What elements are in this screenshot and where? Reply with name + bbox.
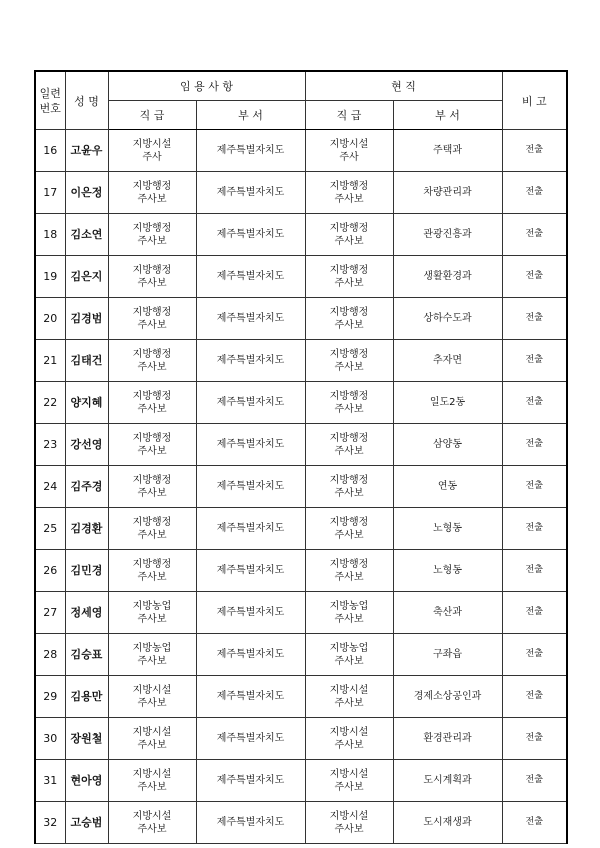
header-current-dept: 부 서 xyxy=(393,101,502,130)
serial-number: 30 xyxy=(35,718,65,760)
appointment-grade xyxy=(108,508,196,550)
header-appointment-grade: 직 급 xyxy=(108,101,196,130)
appointment-dept: 제주특별자치도 xyxy=(196,760,305,802)
serial-number: 16 xyxy=(35,130,65,172)
person-name: 고승범 xyxy=(65,802,108,844)
appointment-grade xyxy=(108,550,196,592)
current-grade xyxy=(305,382,393,424)
serial-number: 17 xyxy=(35,172,65,214)
person-name: 김승표 xyxy=(65,634,108,676)
appointment-grade xyxy=(108,130,196,172)
appointment-dept: 제주특별자치도 xyxy=(196,340,305,382)
appointment-grade xyxy=(108,298,196,340)
table-row xyxy=(35,508,567,550)
current-grade-line: 주사보 xyxy=(334,277,364,289)
appointment-dept: 제주특별자치도 xyxy=(196,256,305,298)
current-grade xyxy=(305,298,393,340)
appointment-dept: 제주특별자치도 xyxy=(196,550,305,592)
appointment-grade-line: 지방행정 xyxy=(132,222,172,234)
serial-number: 31 xyxy=(35,760,65,802)
appointment-grade-line: 지방농업 xyxy=(132,642,172,654)
appointment-grade-line: 지방행정 xyxy=(132,474,172,486)
appointment-grade xyxy=(108,760,196,802)
remark: 전출 xyxy=(502,424,567,466)
appointment-grade-line: 주사 xyxy=(142,151,162,163)
current-grade-line: 주사보 xyxy=(334,193,364,205)
table-row xyxy=(35,718,567,760)
person-name: 김민경 xyxy=(65,550,108,592)
appointment-grade-line: 지방행정 xyxy=(132,306,172,318)
current-dept: 환경관리과 xyxy=(393,718,502,760)
appointment-grade xyxy=(108,340,196,382)
current-grade xyxy=(305,634,393,676)
remark: 전출 xyxy=(502,214,567,256)
current-grade-line: 주사보 xyxy=(334,445,364,457)
current-dept: 경제소상공인과 xyxy=(393,676,502,718)
serial-number: 28 xyxy=(35,634,65,676)
serial-number: 19 xyxy=(35,256,65,298)
serial-number: 26 xyxy=(35,550,65,592)
current-grade-line: 지방행정 xyxy=(329,348,369,360)
remark: 전출 xyxy=(502,718,567,760)
appointment-grade-line: 주사보 xyxy=(137,235,167,247)
current-grade xyxy=(305,214,393,256)
current-grade-line: 지방행정 xyxy=(329,474,369,486)
current-grade-line: 주사보 xyxy=(334,361,364,373)
appointment-grade-line: 지방행정 xyxy=(132,348,172,360)
person-name: 장원철 xyxy=(65,718,108,760)
appointment-grade-line: 지방시설 xyxy=(132,810,172,822)
table-row xyxy=(35,760,567,802)
current-dept: 연동 xyxy=(393,466,502,508)
current-grade xyxy=(305,718,393,760)
remark: 전출 xyxy=(502,340,567,382)
appointment-grade xyxy=(108,634,196,676)
serial-number: 25 xyxy=(35,508,65,550)
person-name: 고윤우 xyxy=(65,130,108,172)
serial-number: 29 xyxy=(35,676,65,718)
appointment-grade-line: 지방행정 xyxy=(132,432,172,444)
appointment-grade-line: 주사보 xyxy=(137,655,167,667)
current-grade xyxy=(305,172,393,214)
current-dept: 노형동 xyxy=(393,550,502,592)
table-row xyxy=(35,382,567,424)
current-dept: 노형동 xyxy=(393,508,502,550)
person-name: 김은지 xyxy=(65,256,108,298)
current-grade-line: 지방시설 xyxy=(329,138,369,150)
current-grade-line: 주사보 xyxy=(334,571,364,583)
appointment-grade-line: 지방행정 xyxy=(132,516,172,528)
appointment-grade-line: 지방행정 xyxy=(132,264,172,276)
current-grade-line: 주사보 xyxy=(334,529,364,541)
appointment-grade-line: 주사보 xyxy=(137,445,167,457)
appointment-grade-line: 주사보 xyxy=(137,823,167,835)
person-name: 이은정 xyxy=(65,172,108,214)
remark: 전출 xyxy=(502,172,567,214)
current-dept: 생활환경과 xyxy=(393,256,502,298)
current-dept: 도시계획과 xyxy=(393,760,502,802)
table-row xyxy=(35,424,567,466)
current-dept: 주택과 xyxy=(393,130,502,172)
header-appointment-dept: 부 서 xyxy=(196,101,305,130)
appointment-grade-line: 주사보 xyxy=(137,319,167,331)
table-row xyxy=(35,676,567,718)
current-grade-line: 주사보 xyxy=(334,739,364,751)
appointment-grade xyxy=(108,172,196,214)
appointment-grade-line: 주사보 xyxy=(137,277,167,289)
appointment-grade-line: 주사보 xyxy=(137,613,167,625)
current-grade-line: 지방행정 xyxy=(329,264,369,276)
serial-number: 20 xyxy=(35,298,65,340)
person-name: 양지혜 xyxy=(65,382,108,424)
current-grade-line: 지방행정 xyxy=(329,306,369,318)
appointment-dept: 제주특별자치도 xyxy=(196,172,305,214)
appointment-grade-line: 주사보 xyxy=(137,487,167,499)
appointment-grade xyxy=(108,802,196,844)
appointment-dept: 제주특별자치도 xyxy=(196,466,305,508)
current-grade-line: 주사보 xyxy=(334,403,364,415)
appointment-grade-line: 지방행정 xyxy=(132,558,172,570)
current-grade-line: 주사보 xyxy=(334,319,364,331)
appointment-dept: 제주특별자치도 xyxy=(196,676,305,718)
current-grade xyxy=(305,466,393,508)
current-dept: 일도2동 xyxy=(393,382,502,424)
person-name: 김경범 xyxy=(65,298,108,340)
appointment-grade-line: 주사보 xyxy=(137,361,167,373)
serial-number: 21 xyxy=(35,340,65,382)
appointment-dept: 제주특별자치도 xyxy=(196,424,305,466)
appointment-grade xyxy=(108,382,196,424)
current-grade-line: 지방행정 xyxy=(329,432,369,444)
remark: 전출 xyxy=(502,634,567,676)
current-dept: 관광진흥과 xyxy=(393,214,502,256)
appointment-grade-line: 주사보 xyxy=(137,193,167,205)
current-grade-line: 지방농업 xyxy=(329,642,369,654)
table-row xyxy=(35,802,567,844)
appointment-grade xyxy=(108,256,196,298)
current-grade-line: 지방시설 xyxy=(329,684,369,696)
appointment-grade-line: 주사보 xyxy=(137,697,167,709)
appointment-grade-line: 주사보 xyxy=(137,529,167,541)
header-current-position: 현 직 xyxy=(305,71,502,101)
appointment-dept: 제주특별자치도 xyxy=(196,382,305,424)
appointment-dept: 제주특별자치도 xyxy=(196,802,305,844)
appointment-grade xyxy=(108,718,196,760)
appointment-dept: 제주특별자치도 xyxy=(196,214,305,256)
remark: 전출 xyxy=(502,676,567,718)
header-serial-label: 일련 번호 xyxy=(39,86,61,115)
appointment-grade xyxy=(108,592,196,634)
person-name: 강선영 xyxy=(65,424,108,466)
appointment-grade xyxy=(108,676,196,718)
current-dept: 축산과 xyxy=(393,592,502,634)
appointment-grade-line: 지방시설 xyxy=(132,768,172,780)
person-name: 김태건 xyxy=(65,340,108,382)
current-grade-line: 지방행정 xyxy=(329,516,369,528)
appointment-grade-line: 주사보 xyxy=(137,403,167,415)
current-grade xyxy=(305,340,393,382)
current-grade xyxy=(305,424,393,466)
appointment-grade-line: 지방행정 xyxy=(132,390,172,402)
current-grade xyxy=(305,676,393,718)
header-serial xyxy=(35,71,65,130)
current-grade-line: 주사보 xyxy=(334,697,364,709)
appointment-grade-line: 지방농업 xyxy=(132,600,172,612)
current-dept: 도시재생과 xyxy=(393,802,502,844)
current-grade xyxy=(305,130,393,172)
serial-number: 24 xyxy=(35,466,65,508)
current-grade-line: 주사보 xyxy=(334,655,364,667)
appointment-dept: 제주특별자치도 xyxy=(196,298,305,340)
appointment-dept: 제주특별자치도 xyxy=(196,592,305,634)
table-body xyxy=(35,130,567,844)
appointment-sheet xyxy=(34,70,566,844)
table-row xyxy=(35,214,567,256)
appointment-grade-line: 주사보 xyxy=(137,781,167,793)
current-grade-line: 주사보 xyxy=(334,487,364,499)
current-grade-line: 지방행정 xyxy=(329,390,369,402)
current-grade-line: 지방행정 xyxy=(329,558,369,570)
current-dept: 삼양동 xyxy=(393,424,502,466)
current-grade xyxy=(305,256,393,298)
person-name: 김주경 xyxy=(65,466,108,508)
appointment-dept: 제주특별자치도 xyxy=(196,718,305,760)
serial-number: 23 xyxy=(35,424,65,466)
appointment-grade-line: 지방시설 xyxy=(132,684,172,696)
serial-number: 18 xyxy=(35,214,65,256)
current-grade-line: 주사보 xyxy=(334,823,364,835)
current-dept: 차량관리과 xyxy=(393,172,502,214)
table-row xyxy=(35,550,567,592)
current-grade-line: 주사보 xyxy=(334,235,364,247)
person-name: 현아영 xyxy=(65,760,108,802)
serial-number: 32 xyxy=(35,802,65,844)
remark: 전출 xyxy=(502,592,567,634)
table-row xyxy=(35,466,567,508)
appointment-grade xyxy=(108,466,196,508)
serial-number: 22 xyxy=(35,382,65,424)
appointment-grade-line: 주사보 xyxy=(137,571,167,583)
appointment-dept: 제주특별자치도 xyxy=(196,634,305,676)
appointment-table xyxy=(34,70,568,844)
current-grade-line: 주사보 xyxy=(334,781,364,793)
current-grade xyxy=(305,802,393,844)
table-row xyxy=(35,298,567,340)
table-row xyxy=(35,592,567,634)
current-grade-line: 지방시설 xyxy=(329,768,369,780)
current-grade-line: 지방행정 xyxy=(329,180,369,192)
remark: 전출 xyxy=(502,298,567,340)
remark: 전출 xyxy=(502,382,567,424)
appointment-grade xyxy=(108,424,196,466)
current-grade-line: 주사 xyxy=(339,151,359,163)
appointment-grade-line: 지방행정 xyxy=(132,180,172,192)
current-grade-line: 주사보 xyxy=(334,613,364,625)
appointment-grade-line: 지방시설 xyxy=(132,726,172,738)
table-row xyxy=(35,130,567,172)
table-row xyxy=(35,172,567,214)
current-dept: 추자면 xyxy=(393,340,502,382)
serial-number: 27 xyxy=(35,592,65,634)
header-remarks: 비 고 xyxy=(502,71,567,130)
remark: 전출 xyxy=(502,802,567,844)
current-dept: 구좌읍 xyxy=(393,634,502,676)
header-current-grade: 직 급 xyxy=(305,101,393,130)
appointment-dept: 제주특별자치도 xyxy=(196,508,305,550)
remark: 전출 xyxy=(502,760,567,802)
current-grade xyxy=(305,550,393,592)
header-appointment: 임 용 사 항 xyxy=(108,71,305,101)
table-row xyxy=(35,340,567,382)
remark: 전출 xyxy=(502,256,567,298)
remark: 전출 xyxy=(502,508,567,550)
remark: 전출 xyxy=(502,466,567,508)
appointment-grade-line: 주사보 xyxy=(137,739,167,751)
current-grade xyxy=(305,760,393,802)
current-dept: 상하수도과 xyxy=(393,298,502,340)
current-grade-line: 지방행정 xyxy=(329,222,369,234)
current-grade-line: 지방시설 xyxy=(329,726,369,738)
appointment-dept: 제주특별자치도 xyxy=(196,130,305,172)
current-grade-line: 지방농업 xyxy=(329,600,369,612)
table-row xyxy=(35,634,567,676)
current-grade xyxy=(305,508,393,550)
header-name: 성 명 xyxy=(65,71,108,130)
appointment-grade xyxy=(108,214,196,256)
person-name: 정세영 xyxy=(65,592,108,634)
table-row xyxy=(35,256,567,298)
current-grade-line: 지방시설 xyxy=(329,810,369,822)
remark: 전출 xyxy=(502,550,567,592)
remark: 전출 xyxy=(502,130,567,172)
person-name: 김소연 xyxy=(65,214,108,256)
appointment-grade-line: 지방시설 xyxy=(132,138,172,150)
person-name: 김경환 xyxy=(65,508,108,550)
person-name: 김용만 xyxy=(65,676,108,718)
current-grade xyxy=(305,592,393,634)
